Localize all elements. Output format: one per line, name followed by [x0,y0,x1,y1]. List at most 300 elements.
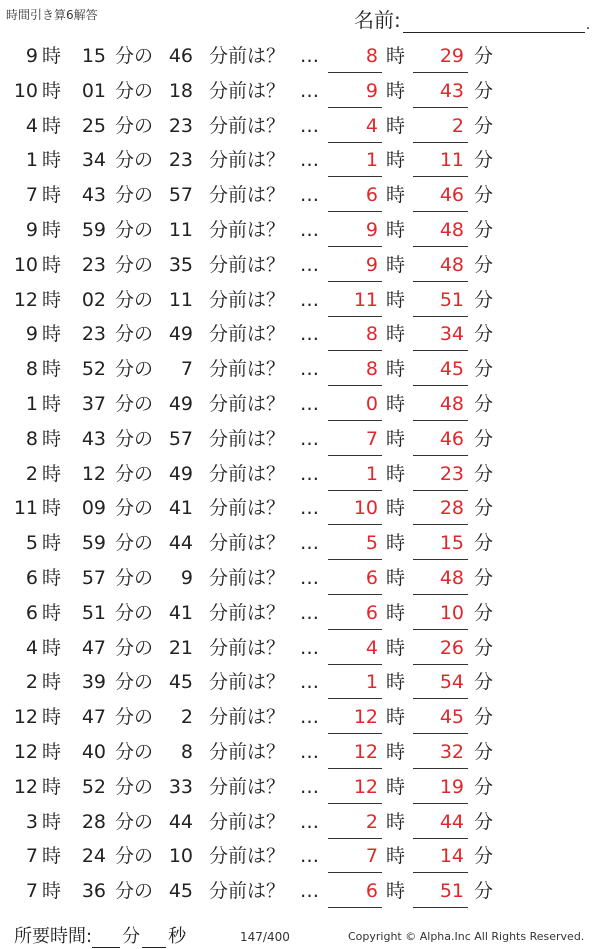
minute-of-label: 分の [115,497,154,520]
problem-hour: 11 [13,497,38,520]
problem-subtract-minutes: 41 [168,497,193,520]
hour-unit-label: 時 [42,323,62,346]
ellipsis: … [300,218,319,241]
problem-hour: 6 [25,601,38,624]
problem-row [0,560,600,595]
answer-minute-unit-label: 分 [474,288,494,311]
minute-of-label: 分の [115,288,154,311]
minutes-before-label: 分前は？ [209,114,286,137]
answer-hour-unit-label: 時 [386,79,406,102]
hour-unit-label: 時 [42,114,62,137]
minute-of-label: 分の [115,636,154,659]
answer-minute[interactable]: 26 [413,635,468,665]
minute-of-label: 分の [115,114,154,137]
hour-unit-label: 時 [42,636,62,659]
minute-of-label: 分の [115,671,154,694]
problem-minute: 28 [81,810,106,833]
ellipsis: … [300,323,319,346]
answer-hour[interactable]: 9 [328,217,382,247]
answer-hour-unit-label: 時 [386,427,406,450]
minute-of-label: 分の [115,149,154,172]
problem-row [0,316,600,351]
problem-subtract-minutes: 41 [168,601,193,624]
ellipsis: … [300,392,319,415]
hour-unit-label: 時 [42,184,62,207]
hour-unit-label: 時 [42,497,62,520]
answer-hour-unit-label: 時 [386,740,406,763]
problem-row [0,664,600,699]
problem-minute: 47 [81,706,106,729]
minutes-before-label: 分前は？ [209,566,286,589]
problem-hour: 9 [25,45,38,67]
worksheet-title: 時間引き算6解答 [6,8,98,22]
problem-subtract-minutes: 18 [168,79,193,102]
problem-hour: 6 [25,566,38,589]
minutes-before-label: 分前は？ [209,810,286,833]
minutes-before-label: 分前は？ [209,845,286,868]
problem-subtract-minutes: 8 [180,740,193,763]
answer-minute-unit-label: 分 [474,184,494,207]
answer-minute-unit-label: 分 [474,566,494,589]
problem-subtract-minutes: 57 [168,427,193,450]
answer-minute[interactable]: 45 [413,356,468,386]
answer-minute[interactable]: 48 [413,217,468,247]
problem-row [0,247,600,282]
elapsed-seconds-unit: 秒 [168,926,187,947]
answer-minute-unit-label: 分 [474,601,494,624]
answer-hour[interactable]: 5 [328,530,382,560]
answer-minute[interactable]: 10 [413,600,468,630]
minutes-before-label: 分前は？ [209,636,286,659]
answer-hour[interactable]: 1 [328,461,382,491]
problem-hour: 10 [13,79,38,102]
problem-hour: 1 [25,149,38,172]
minutes-before-label: 分前は？ [209,706,286,729]
problem-hour: 7 [25,845,38,868]
answer-hour[interactable]: 12 [328,739,382,769]
problem-hour: 8 [25,358,38,381]
minute-of-label: 分の [115,775,154,798]
minute-of-label: 分の [115,706,154,729]
minute-of-label: 分の [115,184,154,207]
minute-of-label: 分の [115,532,154,555]
answer-hour[interactable]: 8 [328,43,382,73]
problem-minute: 37 [81,392,106,415]
minute-of-label: 分の [115,880,154,903]
answer-hour-unit-label: 時 [386,218,406,241]
problem-hour: 12 [13,706,38,729]
problem-subtract-minutes: 11 [168,288,193,311]
problem-subtract-minutes: 23 [168,149,193,172]
ellipsis: … [300,740,319,763]
ellipsis: … [300,845,319,868]
minutes-before-label: 分前は？ [209,392,286,415]
problem-hour: 9 [25,218,38,241]
answer-minute[interactable]: 2 [413,113,468,143]
problem-minute: 12 [81,462,106,485]
answer-minute-unit-label: 分 [474,358,494,381]
answer-hour[interactable]: 4 [328,635,382,665]
problem-minute: 59 [81,218,106,241]
footer [0,918,600,948]
answer-minute-unit-label: 分 [474,462,494,485]
answer-minute-unit-label: 分 [474,45,494,67]
answer-hour[interactable]: 12 [328,704,382,734]
answer-hour[interactable]: 2 [328,809,382,839]
ellipsis: … [300,532,319,555]
problem-subtract-minutes: 49 [168,323,193,346]
problem-row [0,630,600,665]
elapsed-label: 所要時間: [14,926,93,947]
answer-minute[interactable]: 19 [413,774,468,804]
hour-unit-label: 時 [42,462,62,485]
hour-unit-label: 時 [42,740,62,763]
answer-hour-unit-label: 時 [386,392,406,415]
name-label: 名前: [354,8,401,32]
problem-minute: 57 [81,566,106,589]
problem-minute: 40 [81,740,106,763]
answer-minute-unit-label: 分 [474,114,494,137]
problem-minute: 23 [81,253,106,276]
answer-hour[interactable]: 10 [328,495,382,525]
answer-minute-unit-label: 分 [474,427,494,450]
minutes-before-label: 分前は？ [209,218,286,241]
minutes-before-label: 分前は？ [209,775,286,798]
problem-minute: 39 [81,671,106,694]
minutes-before-label: 分前は？ [209,671,286,694]
answer-hour-unit-label: 時 [386,636,406,659]
problem-subtract-minutes: 9 [180,566,193,589]
minute-of-label: 分の [115,218,154,241]
answer-minute-unit-label: 分 [474,880,494,903]
ellipsis: … [300,358,319,381]
answer-minute[interactable]: 28 [413,495,468,525]
answer-minute-unit-label: 分 [474,218,494,241]
elapsed-minutes-blank[interactable] [92,947,120,948]
problem-subtract-minutes: 11 [168,218,193,241]
problem-hour: 2 [25,671,38,694]
minute-of-label: 分の [115,79,154,102]
ellipsis: … [300,462,319,485]
minutes-before-label: 分前は？ [209,323,286,346]
answer-minute[interactable]: 15 [413,530,468,560]
answer-hour[interactable]: 6 [328,565,382,595]
answer-minute[interactable]: 48 [413,252,468,282]
ellipsis: … [300,497,319,520]
minute-of-label: 分の [115,601,154,624]
problem-minute: 43 [81,427,106,450]
hour-unit-label: 時 [42,358,62,381]
answer-minute[interactable]: 46 [413,182,468,212]
answer-hour[interactable]: 8 [328,321,382,351]
problem-hour: 7 [25,184,38,207]
ellipsis: … [300,45,319,67]
problem-row [0,734,600,769]
minute-of-label: 分の [115,392,154,415]
answer-hour-unit-label: 時 [386,880,406,903]
answer-hour[interactable]: 8 [328,356,382,386]
elapsed-time [14,922,188,948]
problem-row [0,177,600,212]
problem-minute: 47 [81,636,106,659]
name-input-line[interactable] [403,10,585,33]
answer-hour[interactable]: 6 [328,878,382,908]
answer-minute[interactable]: 45 [413,704,468,734]
problem-row [0,38,600,73]
answer-minute[interactable]: 46 [413,426,468,456]
answer-hour-unit-label: 時 [386,45,406,67]
answer-hour[interactable]: 11 [328,287,382,317]
minutes-before-label: 分前は？ [209,79,286,102]
minute-of-label: 分の [115,566,154,589]
answer-hour-unit-label: 時 [386,532,406,555]
answer-minute[interactable]: 48 [413,565,468,595]
answer-hour[interactable]: 9 [328,252,382,282]
problem-subtract-minutes: 33 [168,775,193,798]
answer-minute-unit-label: 分 [474,392,494,415]
problem-subtract-minutes: 10 [168,845,193,868]
problem-row [0,456,600,491]
answer-minute[interactable]: 44 [413,809,468,839]
answer-hour-unit-label: 時 [386,358,406,381]
answer-hour-unit-label: 時 [386,149,406,172]
minutes-before-label: 分前は？ [209,462,286,485]
hour-unit-label: 時 [42,775,62,798]
problem-row [0,73,600,108]
problem-minute: 51 [81,601,106,624]
minutes-before-label: 分前は？ [209,740,286,763]
answer-hour[interactable]: 9 [328,78,382,108]
problem-minute: 02 [81,288,106,311]
answer-minute-unit-label: 分 [474,845,494,868]
answer-minute[interactable]: 48 [413,391,468,421]
answer-minute[interactable]: 32 [413,739,468,769]
problem-subtract-minutes: 23 [168,114,193,137]
answer-hour[interactable]: 0 [328,391,382,421]
hour-unit-label: 時 [42,671,62,694]
problem-row [0,142,600,177]
ellipsis: … [300,671,319,694]
ellipsis: … [300,636,319,659]
problem-row [0,351,600,386]
problem-hour: 3 [25,810,38,833]
answer-hour-unit-label: 時 [386,775,406,798]
answer-hour-unit-label: 時 [386,288,406,311]
page-progress: 147/400 [240,930,290,944]
problem-subtract-minutes: 7 [180,358,193,381]
answer-hour-unit-label: 時 [386,706,406,729]
ellipsis: … [300,149,319,172]
problem-subtract-minutes: 44 [168,810,193,833]
problem-row [0,282,600,317]
answer-hour[interactable]: 4 [328,113,382,143]
problem-minute: 23 [81,323,106,346]
problem-row [0,490,600,525]
problem-hour: 2 [25,462,38,485]
answer-minute-unit-label: 分 [474,671,494,694]
problem-row [0,873,600,908]
problem-minute: 25 [81,114,106,137]
answer-minute-unit-label: 分 [474,253,494,276]
elapsed-minutes-unit: 分 [122,926,141,947]
ellipsis: … [300,114,319,137]
problem-hour: 12 [13,740,38,763]
answer-hour-unit-label: 時 [386,462,406,485]
ellipsis: … [300,880,319,903]
hour-unit-label: 時 [42,532,62,555]
minutes-before-label: 分前は？ [209,45,286,67]
problem-minute: 34 [81,149,106,172]
problem-row [0,386,600,421]
answer-minute[interactable]: 14 [413,843,468,873]
answer-hour-unit-label: 時 [386,253,406,276]
ellipsis: … [300,566,319,589]
problem-row [0,421,600,456]
minutes-before-label: 分前は？ [209,532,286,555]
minutes-before-label: 分前は？ [209,288,286,311]
hour-unit-label: 時 [42,45,62,67]
answer-hour-unit-label: 時 [386,497,406,520]
hour-unit-label: 時 [42,880,62,903]
problem-subtract-minutes: 21 [168,636,193,659]
minutes-before-label: 分前は？ [209,427,286,450]
answer-hour[interactable]: 7 [328,843,382,873]
minutes-before-label: 分前は？ [209,184,286,207]
minutes-before-label: 分前は？ [209,358,286,381]
problem-hour: 12 [13,775,38,798]
hour-unit-label: 時 [42,706,62,729]
problem-subtract-minutes: 45 [168,671,193,694]
answer-minute[interactable]: 51 [413,878,468,908]
ellipsis: … [300,810,319,833]
answer-minute-unit-label: 分 [474,79,494,102]
problem-subtract-minutes: 45 [168,880,193,903]
problem-minute: 24 [81,845,106,868]
ellipsis: … [300,253,319,276]
hour-unit-label: 時 [42,218,62,241]
minute-of-label: 分の [115,427,154,450]
answer-minute-unit-label: 分 [474,323,494,346]
hour-unit-label: 時 [42,845,62,868]
answer-hour-unit-label: 時 [386,184,406,207]
hour-unit-label: 時 [42,288,62,311]
answer-hour[interactable]: 1 [328,669,382,699]
problem-hour: 4 [25,114,38,137]
answer-minute[interactable]: 43 [413,78,468,108]
answer-minute-unit-label: 分 [474,532,494,555]
minutes-before-label: 分前は？ [209,149,286,172]
answer-hour[interactable]: 6 [328,182,382,212]
problem-minute: 15 [81,45,106,67]
hour-unit-label: 時 [42,601,62,624]
problem-row [0,699,600,734]
problem-row [0,108,600,143]
hour-unit-label: 時 [42,149,62,172]
ellipsis: … [300,775,319,798]
ellipsis: … [300,427,319,450]
answer-minute-unit-label: 分 [474,810,494,833]
problem-subtract-minutes: 49 [168,392,193,415]
answer-hour[interactable]: 7 [328,426,382,456]
minute-of-label: 分の [115,845,154,868]
problem-minute: 36 [81,880,106,903]
hour-unit-label: 時 [42,253,62,276]
problem-subtract-minutes: 44 [168,532,193,555]
answer-minute[interactable]: 29 [413,43,468,73]
hour-unit-label: 時 [42,79,62,102]
problem-row [0,804,600,839]
name-field-area [354,4,590,33]
answer-hour-unit-label: 時 [386,671,406,694]
elapsed-seconds-blank[interactable] [142,947,166,948]
answer-minute-unit-label: 分 [474,636,494,659]
answer-minute-unit-label: 分 [474,706,494,729]
answer-minute[interactable]: 34 [413,321,468,351]
minutes-before-label: 分前は？ [209,497,286,520]
problem-subtract-minutes: 49 [168,462,193,485]
hour-unit-label: 時 [42,392,62,415]
minute-of-label: 分の [115,323,154,346]
hour-unit-label: 時 [42,566,62,589]
problem-hour: 4 [25,636,38,659]
hour-unit-label: 時 [42,427,62,450]
problem-row [0,838,600,873]
problem-minute: 43 [81,184,106,207]
minute-of-label: 分の [115,253,154,276]
problem-hour: 5 [25,532,38,555]
ellipsis: … [300,706,319,729]
ellipsis: … [300,288,319,311]
minute-of-label: 分の [115,462,154,485]
problem-hour: 9 [25,323,38,346]
problem-minute: 01 [81,79,106,102]
answer-hour-unit-label: 時 [386,845,406,868]
minute-of-label: 分の [115,45,154,67]
minute-of-label: 分の [115,358,154,381]
answer-hour-unit-label: 時 [386,114,406,137]
answer-hour[interactable]: 12 [328,774,382,804]
hour-unit-label: 時 [42,810,62,833]
problem-list [0,38,600,908]
answer-minute-unit-label: 分 [474,740,494,763]
problem-hour: 8 [25,427,38,450]
answer-hour-unit-label: 時 [386,323,406,346]
answer-minute[interactable]: 51 [413,287,468,317]
answer-hour-unit-label: 時 [386,566,406,589]
answer-minute-unit-label: 分 [474,497,494,520]
minute-of-label: 分の [115,740,154,763]
minutes-before-label: 分前は？ [209,880,286,903]
problem-row [0,595,600,630]
copyright-notice: Copyright © Alpha.Inc All Rights Reserved. [348,930,585,943]
answer-hour-unit-label: 時 [386,810,406,833]
answer-hour[interactable]: 6 [328,600,382,630]
problem-row [0,525,600,560]
problem-row [0,769,600,804]
minutes-before-label: 分前は？ [209,601,286,624]
problem-hour: 7 [25,880,38,903]
problem-subtract-minutes: 57 [168,184,193,207]
answer-minute[interactable]: 23 [413,461,468,491]
answer-minute[interactable]: 11 [413,147,468,177]
answer-minute[interactable]: 54 [413,669,468,699]
answer-minute-unit-label: 分 [474,149,494,172]
ellipsis: … [300,79,319,102]
minute-of-label: 分の [115,810,154,833]
minutes-before-label: 分前は？ [209,253,286,276]
problem-row [0,212,600,247]
answer-hour[interactable]: 1 [328,147,382,177]
